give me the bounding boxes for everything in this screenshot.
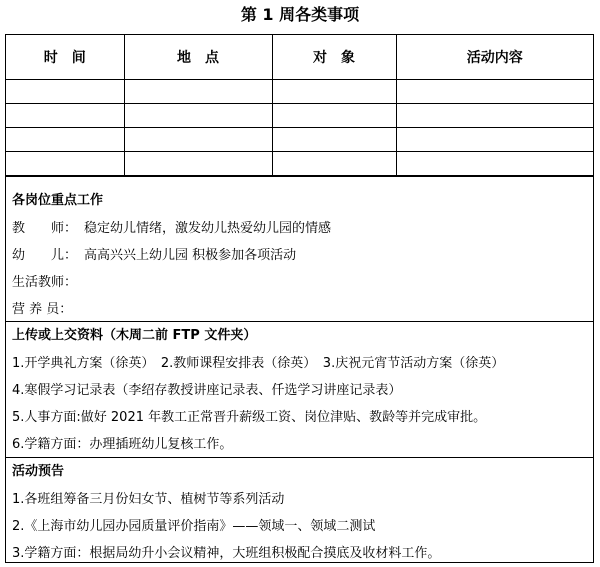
table-cell[interactable] [124, 152, 272, 176]
duty-label: 营 养 员： [12, 302, 73, 317]
header-target: 对 象 [272, 35, 396, 80]
upload-item: 5.人事方面:做好 2021 年教工正常晋升薪级工资、岗位津贴、教龄等并完成审批。 [12, 410, 487, 425]
upload-item: 4.寒假学习记录表（李绍存教授讲座记录表、仟选学习讲座记录表） [12, 383, 402, 398]
duty-text: 高高兴兴上幼儿园 积极参加各项活动 [84, 248, 297, 263]
table-cell[interactable] [124, 80, 272, 104]
table-cell[interactable] [6, 80, 124, 104]
preview-item: 3.学籍方面：根据局幼升小会议精神，大班组积极配合摸底及收材料工作。 [12, 546, 441, 561]
table-row [6, 152, 593, 176]
table-cell[interactable] [272, 80, 396, 104]
preview-title: 活动预告 [12, 464, 65, 479]
duty-item [12, 215, 593, 242]
table-row [6, 104, 593, 128]
table-header-row [6, 35, 593, 80]
table-row [6, 128, 593, 152]
upload-item: 1.开学典礼方案（徐英） 2.教师课程安排表（徐英） 3.庆祝元宵节活动方案（徐英） [12, 356, 505, 371]
duties-section [6, 176, 593, 321]
table-cell[interactable] [6, 128, 124, 152]
table-cell[interactable] [272, 152, 396, 176]
preview-item: 2.《上海市幼儿园办园质量评价指南》——领域一、领域二测试 [12, 519, 376, 534]
table-cell[interactable] [272, 128, 396, 152]
preview-section [6, 457, 593, 565]
table-cell[interactable] [6, 104, 124, 128]
header-content: 活动内容 [396, 35, 593, 80]
table-cell[interactable] [396, 80, 593, 104]
upload-item: 6.学籍方面：办理插班幼儿复核工作。 [12, 437, 233, 452]
duty-label: 生活教师： [12, 275, 78, 290]
duty-label: 教 师： [12, 221, 78, 236]
table-cell[interactable] [396, 152, 593, 176]
page-title: 第 1 周各类事项 [240, 5, 360, 24]
table-row [6, 80, 593, 104]
duties-title: 各岗位重点工作 [12, 193, 104, 208]
table-cell[interactable] [396, 128, 593, 152]
uploads-title: 上传或上交资料（木周二前 FTP 文件夹） [12, 328, 257, 343]
duty-item [12, 242, 593, 269]
table-cell[interactable] [272, 104, 396, 128]
duty-text: 稳定幼儿情绪，激发幼儿热爱幼儿园的情感 [84, 221, 332, 236]
uploads-section [6, 321, 593, 457]
duty-item [12, 296, 593, 323]
table-cell[interactable] [6, 152, 124, 176]
header-time: 时 间 [6, 35, 124, 80]
header-place: 地 点 [124, 35, 272, 80]
schedule-table [6, 35, 593, 176]
table-cell[interactable] [396, 104, 593, 128]
table-cell[interactable] [124, 128, 272, 152]
duty-item [12, 269, 593, 296]
duty-label: 幼 儿： [12, 248, 78, 263]
preview-item: 1.各班组筹备三月份妇女节、植树节等系列活动 [12, 492, 285, 507]
schedule-sheet [5, 34, 594, 563]
table-cell[interactable] [124, 104, 272, 128]
